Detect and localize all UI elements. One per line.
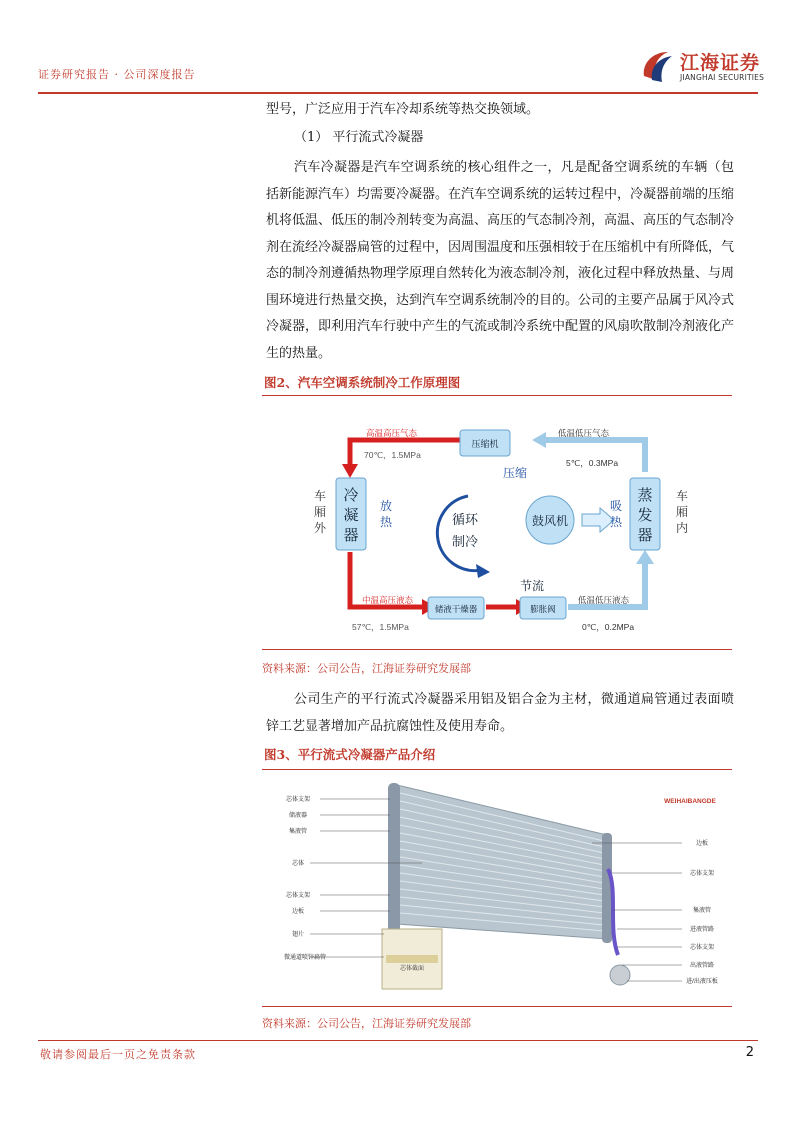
outside-char-2: 厢 [314, 505, 327, 519]
logo-mark-icon [638, 46, 678, 86]
hot-gas-label: 高温高压气态 [366, 428, 418, 438]
figure2-source: 资料来源：公司公告，江海证券研究发展部 [262, 662, 471, 675]
inside-char-1: 车 [676, 489, 689, 503]
company-logo [638, 46, 765, 90]
cooling-label: 制冷 [451, 534, 479, 549]
left-label: 芯体 [291, 861, 305, 867]
expansion-valve-label: 膨胀阀 [530, 604, 556, 614]
brand-label: WEIHAIBANGDE [664, 798, 716, 805]
right-label: 芯体支架 [689, 871, 715, 877]
absorb-heat-char-1: 吸 [610, 499, 623, 513]
figure2-top-rule [262, 395, 732, 396]
evaporator-char-3: 器 [637, 527, 653, 544]
header-divider [38, 92, 758, 94]
right-label: 进/出液压板 [686, 979, 718, 985]
left-label: 储液器 [288, 813, 308, 819]
figure3-bottom-rule [262, 1006, 732, 1007]
cold-gas-label: 低温低压气态 [558, 428, 610, 438]
compress-label: 压缩 [502, 466, 528, 480]
figure3-title: 图3、平行流式冷凝器产品介绍 [264, 747, 436, 762]
inside-char-3: 内 [676, 521, 689, 535]
hot-gas-params: 70℃，1.5MPa [364, 450, 421, 460]
figure2-title: 图2、汽车空调系统制冷工作原理图 [264, 375, 461, 390]
right-label: 边板 [695, 841, 709, 847]
figure3-top-rule [262, 769, 732, 770]
right-label: 出液管路 [689, 963, 715, 969]
refrigeration-cycle-diagram [300, 412, 700, 642]
mid-liquid-params: 57℃，1.5MPa [352, 622, 409, 632]
compressor-label: 压缩机 [471, 439, 499, 449]
section-label: 芯体截面 [399, 966, 425, 972]
release-heat-char-1: 放 [380, 499, 393, 513]
mid-liquid-label: 中温高压液态 [362, 595, 414, 605]
absorb-heat-char-2: 热 [610, 515, 623, 529]
intro-line: 型号，广泛应用于汽车冷却系统等热交换领域。 [266, 102, 540, 117]
left-label: 微通道喷锌扁管 [284, 955, 327, 961]
footer-divider [38, 1040, 758, 1041]
throttle-label: 节流 [519, 579, 545, 593]
left-label: 翅片 [291, 932, 305, 938]
left-label: 边板 [291, 909, 305, 915]
figure2-bottom-rule [262, 649, 732, 650]
page-number: 2 [745, 1045, 754, 1060]
report-type: 证券研究报告 · 公司深度报告 [38, 68, 196, 81]
condenser-char-2: 凝 [343, 507, 359, 524]
paragraph-2: 公司生产的平行流式冷凝器采用铝及铝合金为主材，微通道扁管通过表面喷锌工艺显著增加产品抗腐蚀性及使用寿命。 [266, 692, 734, 734]
dryer-label: 储液干燥器 [434, 604, 478, 614]
subheading: （1） 平行流式冷凝器 [294, 130, 424, 145]
condenser-char-1: 冷 [343, 487, 359, 504]
cycle-label: 循环 [451, 512, 479, 527]
figure3-source: 资料来源：公司公告，江海证券研究发展部 [262, 1017, 471, 1030]
condenser-product-image [262, 779, 732, 999]
inside-char-2: 厢 [676, 505, 689, 519]
left-label: 芯体支架 [285, 797, 311, 803]
evaporator-char-2: 发 [637, 507, 653, 524]
cold-liquid-params: 0℃，0.2MPa [582, 622, 635, 632]
right-label: 集液管 [692, 908, 712, 914]
outside-char-3: 外 [314, 521, 327, 535]
left-label: 集液管 [288, 829, 308, 835]
right-label: 芯体支架 [689, 945, 715, 951]
outside-char-1: 车 [314, 489, 327, 503]
right-label: 进液管路 [689, 927, 715, 933]
cold-liquid-label: 低温低压液态 [578, 595, 630, 605]
release-heat-char-2: 热 [380, 515, 393, 529]
logo-subtitle: JIANGHAI SECURITIES [680, 73, 765, 82]
disclaimer-note: 敬请参阅最后一页之免责条款 [40, 1048, 196, 1061]
condenser-char-3: 器 [343, 527, 359, 544]
paragraph-1: 汽车冷凝器是汽车空调系统的核心组件之一，凡是配备空调系统的车辆（包括新能源汽车）均需要冷凝器。在汽车空调系统的运转过程中，冷凝器前端的压缩机将低温、低压的制冷剂转变为高温、高压的气态制冷剂，高温、高压的气态制冷剂在流经冷凝器扁管的过程中，因周围温度和压强相较于在压缩机中有所降低，气态的制冷剂遵循热物理学原理自然转化为液态制冷剂，液化过程中释放热量、与周围环境进行热量交换，达到汽车空调系统制冷的目的。公司的主要产品属于风冷式冷凝器，即利用汽车行驶中产生的气流或制冷系统中配置的风扇吹散制冷剂液化产生的热量。 [266, 160, 735, 361]
evaporator-char-1: 蒸 [637, 487, 653, 504]
cold-gas-params: 5℃，0.3MPa [566, 458, 619, 468]
blower-label: 鼓风机 [531, 514, 569, 528]
left-label: 芯体支架 [285, 893, 311, 899]
logo-name: 江海证券 [680, 52, 761, 74]
